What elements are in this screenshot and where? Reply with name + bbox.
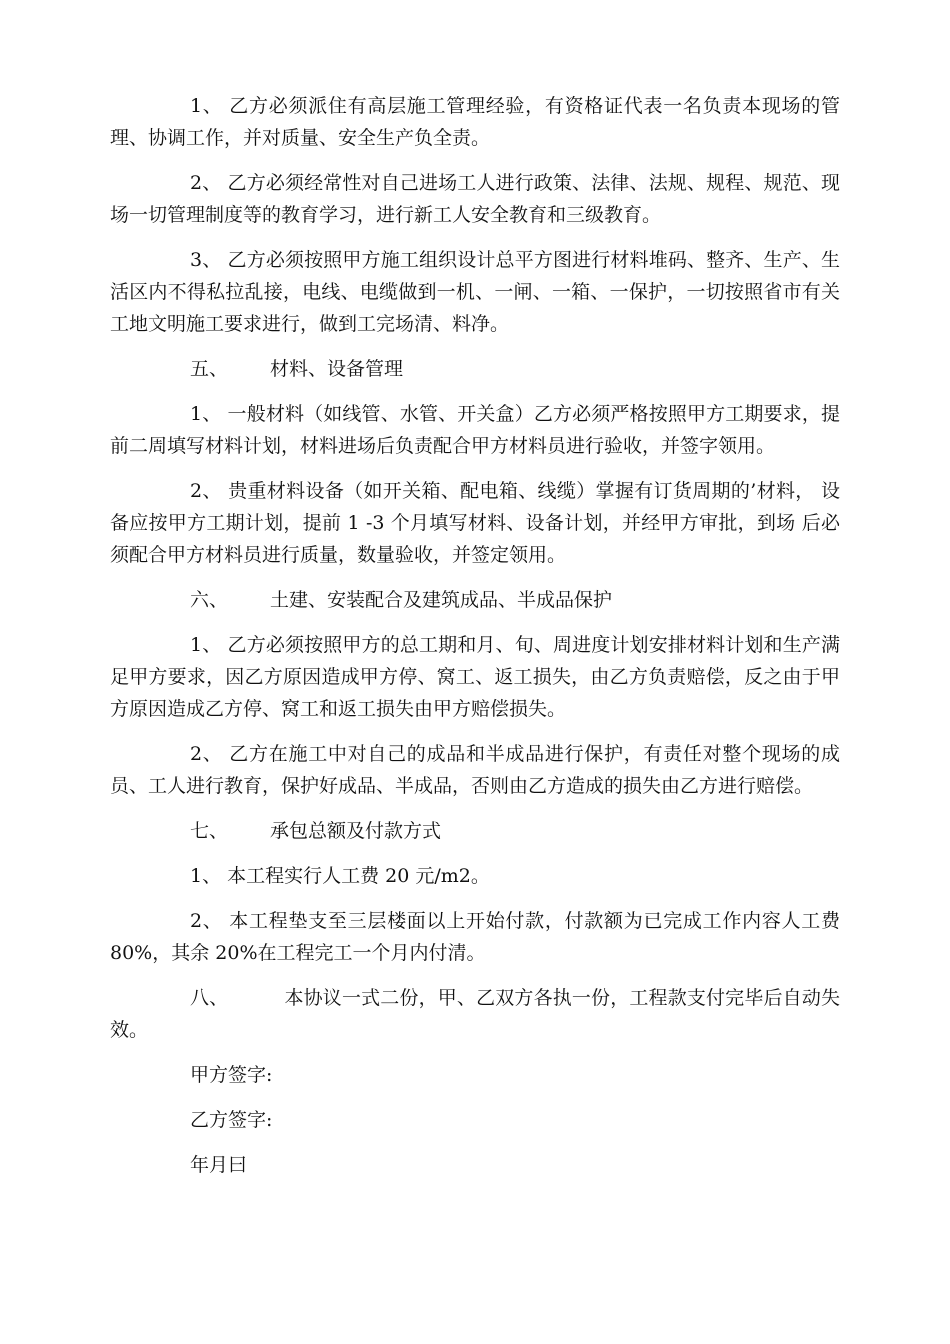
clause-7-1: 1、 本工程实行人工费 20 元/m2。 (190, 865, 490, 887)
clause-5-2: 2、 贵重材料设备（如开关箱、配电箱、线缆）掌握有订货周期的’材料， 设备应按甲方工期计划，提前 1 -3 个月填写材料、设备计划，并经甲方审批，到场 后必须配合甲方材料员进行质量，数量验收，并签定领用。 (110, 480, 840, 566)
section-7-number: 七、 (190, 820, 229, 842)
section-6-heading (110, 584, 840, 616)
section-5-heading (110, 353, 840, 385)
section-5-number: 五、 (190, 358, 229, 380)
party-b-signature: 乙方签字: (190, 1109, 273, 1131)
section-8-clause (110, 982, 840, 1046)
section-5-title: 材料、设备管理 (270, 358, 404, 380)
clause-5-1: 1、 一般材料（如线管、水管、开关盒）乙方必须严格按照甲方工期要求，提前二周填写材料计划，材料进场后负责配合甲方材料员进行验收，并签字领用。 (110, 403, 840, 457)
clause-6-2: 2、 乙方在施工中对自己的成品和半成品进行保护，有责任对整个现场的成员、工人进行教育，保护好成品、半成品，否则由乙方造成的损失由乙方进行赔偿。 (110, 743, 840, 797)
document-page (110, 90, 840, 1194)
signature-date: 年月曰 (190, 1154, 248, 1176)
section-8-number: 八、 (190, 987, 229, 1009)
section-7-heading (110, 815, 840, 847)
clause-4-2: 2、 乙方必须经常性对自己进场工人进行政策、法律、法规、规程、规范、现场一切管理制度等的教育学习，进行新工人安全教育和三级教育。 (110, 172, 840, 226)
section-6-number: 六、 (190, 589, 229, 611)
section-7-title: 承包总额及付款方式 (270, 820, 442, 842)
clause-4-3: 3、 乙方必须按照甲方施工组织设计总平方图进行材料堆码、整齐、生产、生活区内不得私拉乱接，电线、电缆做到一机、一闸、一箱、一保护，一切按照省市有关工地文明施工要求进行，做到工完场清、料净。 (110, 249, 840, 335)
section-8-text: 本协议一式二份，甲、乙双方各执一份，工程款支付完毕后自动失 效。 (110, 987, 840, 1041)
clause-6-1: 1、 乙方必须按照甲方的总工期和月、旬、周进度计划安排材料计划和生产满足甲方要求，因乙方原因造成甲方停、窝工、返工损失，由乙方负责赔偿，反之由于甲方原因造成乙方停、窝工和返工损失由甲方赔偿损失。 (110, 634, 840, 720)
party-a-signature: 甲方签字: (190, 1064, 273, 1086)
clause-7-2: 2、 本工程垫支至三层楼面以上开始付款，付款额为已完成工作内容人工费 80%，其余 20%在工程完工一个月内付清。 (110, 910, 840, 964)
section-6-title: 土建、安装配合及建筑成品、半成品保护 (270, 589, 613, 611)
clause-4-1: 1、 乙方必须派住有高层施工管理经验，有资格证代表一名负责本现场的管理、协调工作，并对质量、安全生产负全责。 (110, 95, 840, 149)
